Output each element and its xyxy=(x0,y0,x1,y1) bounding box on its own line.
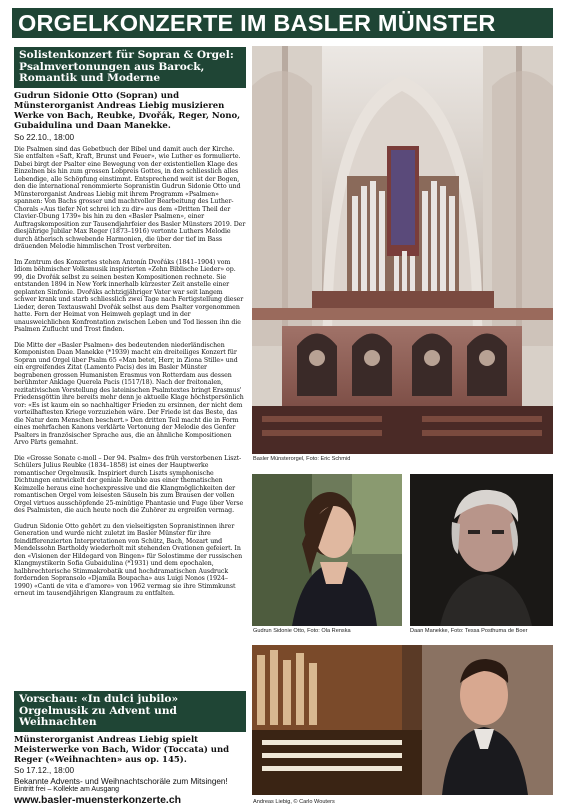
concert-section-1 xyxy=(14,47,246,598)
organ-photo xyxy=(252,46,553,454)
body-paragraph: Die «Grosse Sonate c-moll – Der 94. Psalm» des früh verstorbenen Liszt-Schülers Julius Reubke (1834–1858) ist eines der Hauptwerke romantischer Orgelmusik. Inspiriert durch Liszts symphonische Dichtungen entwickelt der geniale Reubke aus einer thematischen Keimzelle heraus eine hochexpressive und die Klangmöglichkeiten der romantischen Orgel vom leisesten Säuseln bis zum Brausen der vollen Orgel virtuos ausschöpfende 25-minütige Phantasie und Fuge über Verse des Psalmisten, die auch heute noch die Zuhörer zu ergreifen vermag. xyxy=(14,454,244,515)
section-lead: Gudrun Sidonie Otto (Sopran) und Münsterorganist Andreas Liebig musizieren Werke von Bach, Reubke, Dvořák, Reger, Nono, Gubaidulina und Daan Manekke. xyxy=(14,90,241,132)
body-paragraph: Im Zentrum des Konzertes stehen Antonín Dvořáks (1841–1904) vom Idiom böhmischer Volksmusik inspirierten «Zehn Biblische Lieder» op. 99, die Dvořák selbst zu seinen besten Kompositionen rechnete. Sie entstanden 1894 in New York innerhalb kürzester Zeit anstelle einer geplanten Sinfonie. Dvořáks achtzigjähriger Vater war seit langem schwer krank und starb schliesslich zwei Tage nach Fertigstellung dieser Lieder, deren Textauswahl Dvořák selbst aus dem Psalter vorgenommen hatte. Fern der Heimat von Heimweh geplagt und in der unausweichlichen Konfrontation zwischen Leben und Tod liessen ihn die Psalmen Zuflucht und Trost finden. xyxy=(14,258,244,334)
concert-section-2 xyxy=(14,691,246,787)
section-lead: Münsterorganist Andreas Liebig spielt Meisterwerke von Bach, Widor (Toccata) und Reger («Weihnachten» aus op. 145). xyxy=(14,734,230,766)
entry-note: Eintritt frei – Kollekte am Ausgang xyxy=(14,786,120,793)
footer xyxy=(14,785,246,806)
concert-date: So 17.12., 18:00 xyxy=(14,766,75,776)
concert-date: So 22.10., 18:00 xyxy=(14,132,75,142)
body-paragraph: Gudrun Sidonie Otto gehört zu den vielseitigsten Sopranistinnen ihrer Generation und wurde nicht zuletzt im Basler Münster für ihre feindifferenzierten Interpretationen von Schütz, Bach, Mozart und Mendelssohn Bartholdy wiederholt mit stehenden Ovationen gefeiert. In den «Visionen der Hildegard von Bingen» für Solostimme der russischen Klangmystikerin Sofia Gubaidulina (*1931) und dem epochalen, halbbrechterische Stimmakrobatik und hochdramatischen Ausdruck fordernden Sopransolo «Djamila Boupacha» aus Luigi Nonos (1924–1990) «Canti de vita e d'amore» von 1962 vermag sie ihre Stimmkunst erneut im tausendjährigen Klangraum zu entfalten. xyxy=(14,522,243,598)
section-heading: Solistenkonzert für Sopran & Orgel: Psalmvertonungen aus Barock, Romantik und Moderne xyxy=(14,47,246,88)
section-heading: Vorschau: «In dulci jubilo» Orgelmusik zu Advent und Weihnachten xyxy=(14,691,246,732)
liebig-photo xyxy=(252,645,553,795)
page-banner: ORGELKONZERTE IM BASLER MÜNSTER xyxy=(12,8,553,38)
body-paragraph: Die Psalmen sind das Gebetbuch der Bibel und damit auch der Kirche. Sie entfalten «Saft, Kraft, Brunst und Feuer», wie Luther es formulierte. Dabei birgt der Psalter eine Bewegung von der existentiellen Klage des Einzelnen bis hin zum grossen Lobpreis Gottes, in den schliesslich alles Lebendige, alle Schöpfung einstimmt. Entsprechend weit ist der Bogen, den die international renommierte Sopranistin Gudrun Sidonie Otto und Münsterorganist Andreas Liebig mit ihrem Programm «Psalmen» spannen: Von Bachs grosser und machtvoller Bearbeitung des Luther-Chorals «Aus tiefer Not schrei ich zu dir» aus dem «Dritten Theil der Clavier-Übung 1739» bis hin zu den «Basler Psalmen», einer Auftragskomposition zur Tausendjahrfeier des Basler Münsters 2019. Der diesjährige Jubilar Max Reger (1873–1916) vertonte Luthers Melodie durch ätherisch schwebende Harmonien, die über der tief im Bass dräuenden Melodie himmlischen Trost verbreiten. xyxy=(14,145,246,251)
liebig-caption: Andreas Liebig, © Carlo Wouters xyxy=(253,799,335,805)
body-paragraph: Die Mitte der «Basler Psalmen» des bedeutenden niederländischen Komponisten Daan Manekke (*1939) macht ein dreiteiliges Konzert für Sopran und Orgel über Psalm 65 «Man betet, Herr, in Ziona Stille» und ein ergreifendes Zitat (Lamento Pacis) des im Basler Münster begrabenen grossen Humanisten Erasmus von Rotterdam aus dessen berühmter Anklage Querela Pacis (1517/18). Nach der freitonalen, rezitativischen Vorstellung des lateinischen Psalmtextes bringt Erasmus' Friedensgöttin ihre bereits mehr denn je aktuelle Klage höchstpersönlich vor: «Es ist kaum ein so nachhaltiger Frieden zu ersinnen, der nicht dem vorteilhaftesten Kriege vorzuziehen wäre. Der Friede ist das Beste, das die Natur dem Menschen beschert.» Den dritten Teil macht die in Form eines mehrfachen Kanons verklärte Vertonung der Melodie des Genfer Psalters in französischer Sprache aus, die an ähnliche Kompositionen Arvo Pärts gemahnt. xyxy=(14,341,244,447)
section-note: Bekannte Advents- und Weihnachtschoräle zum Mitsingen! xyxy=(14,777,228,787)
website-link[interactable]: www.basler-muensterkonzerte.ch xyxy=(14,794,182,806)
organ-caption: Basler Münsterorgel, Foto: Eric Schmid xyxy=(253,456,351,462)
otto-photo xyxy=(252,474,402,626)
manekke-caption: Daan Manekke, Foto: Tessa Posthuma de Boer xyxy=(410,628,528,634)
otto-caption: Gudrun Sidonie Otto, Foto: Ola Renska xyxy=(253,628,351,634)
manekke-photo xyxy=(410,474,553,626)
